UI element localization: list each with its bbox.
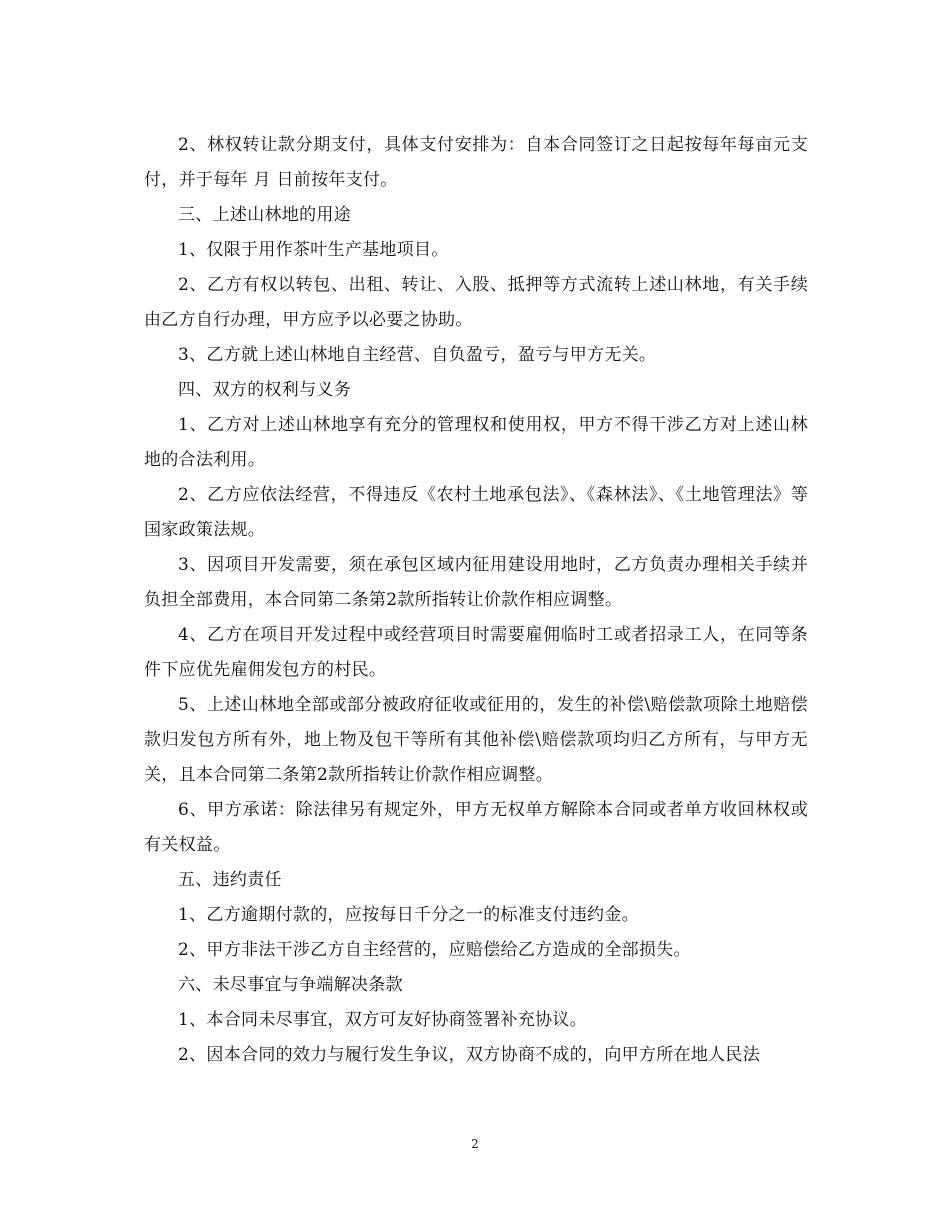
clause-paragraph: 6、甲方承诺：除法律另有规定外，甲方无权单方解除本合同或者单方收回林权或有关权益。 [144, 800, 808, 855]
clause-paragraph: 4、乙方在项目开发过程中或经营项目时需要雇佣临时工或者招录工人，在同等条件下应优先雇佣发包方的村民。 [144, 625, 808, 680]
clause-paragraph: 2、因本合同的效力与履行发生争议，双方协商不成的，向甲方所在地人民法 [178, 1045, 761, 1065]
clause-paragraph: 1、仅限于用作茶叶生产基地项目。 [178, 240, 449, 260]
clause-paragraph: 1、本合同未尽事宜，双方可友好协商签署补充协议。 [178, 1010, 588, 1030]
clause-paragraph: 2、乙方应依法经营，不得违反《农村土地承包法》、《森林法》、《土地管理法》等国家政策法规。 [144, 485, 808, 540]
clause-paragraph: 2、甲方非法干涉乙方自主经营的，应赔偿给乙方造成的全部损失。 [178, 940, 691, 960]
clause-paragraph: 5、上述山林地全部或部分被政府征收或征用的，发生的补偿\赔偿款项除土地赔偿款归发包方所有外，地上物及包干等所有其他补偿\赔偿款项均归乙方所有，与甲方无关，且本合同第二条第2款所指转让价款作相应调整。 [144, 695, 808, 785]
page-number: 2 [471, 1137, 479, 1151]
section-heading: 五、违约责任 [178, 870, 282, 890]
section-heading: 四、双方的权利与义务 [178, 380, 351, 400]
section-heading: 六、未尽事宜与争端解决条款 [178, 975, 403, 995]
section-heading: 三、上述山林地的用途 [178, 205, 351, 225]
document-body [144, 128, 808, 1073]
clause-paragraph: 3、乙方就上述山林地自主经营、自负盈亏，盈亏与甲方无关。 [178, 345, 657, 365]
clause-paragraph: 2、乙方有权以转包、出租、转让、入股、抵押等方式流转上述山林地，有关手续由乙方自行办理，甲方应予以必要之协助。 [144, 275, 808, 330]
clause-paragraph: 3、因项目开发需要，须在承包区域内征用建设用地时，乙方负责办理相关手续并负担全部费用，本合同第二条第2款所指转让价款作相应调整。 [144, 555, 808, 610]
clause-paragraph: 2、林权转让款分期支付，具体支付安排为：自本合同签订之日起按每年每亩元支付，并于每年 月 日前按年支付。 [144, 135, 808, 190]
clause-paragraph: 1、乙方对上述山林地享有充分的管理权和使用权，甲方不得干涉乙方对上述山林地的合法利用。 [144, 415, 808, 470]
clause-paragraph: 1、乙方逾期付款的，应按每日千分之一的标准支付违约金。 [178, 905, 639, 925]
